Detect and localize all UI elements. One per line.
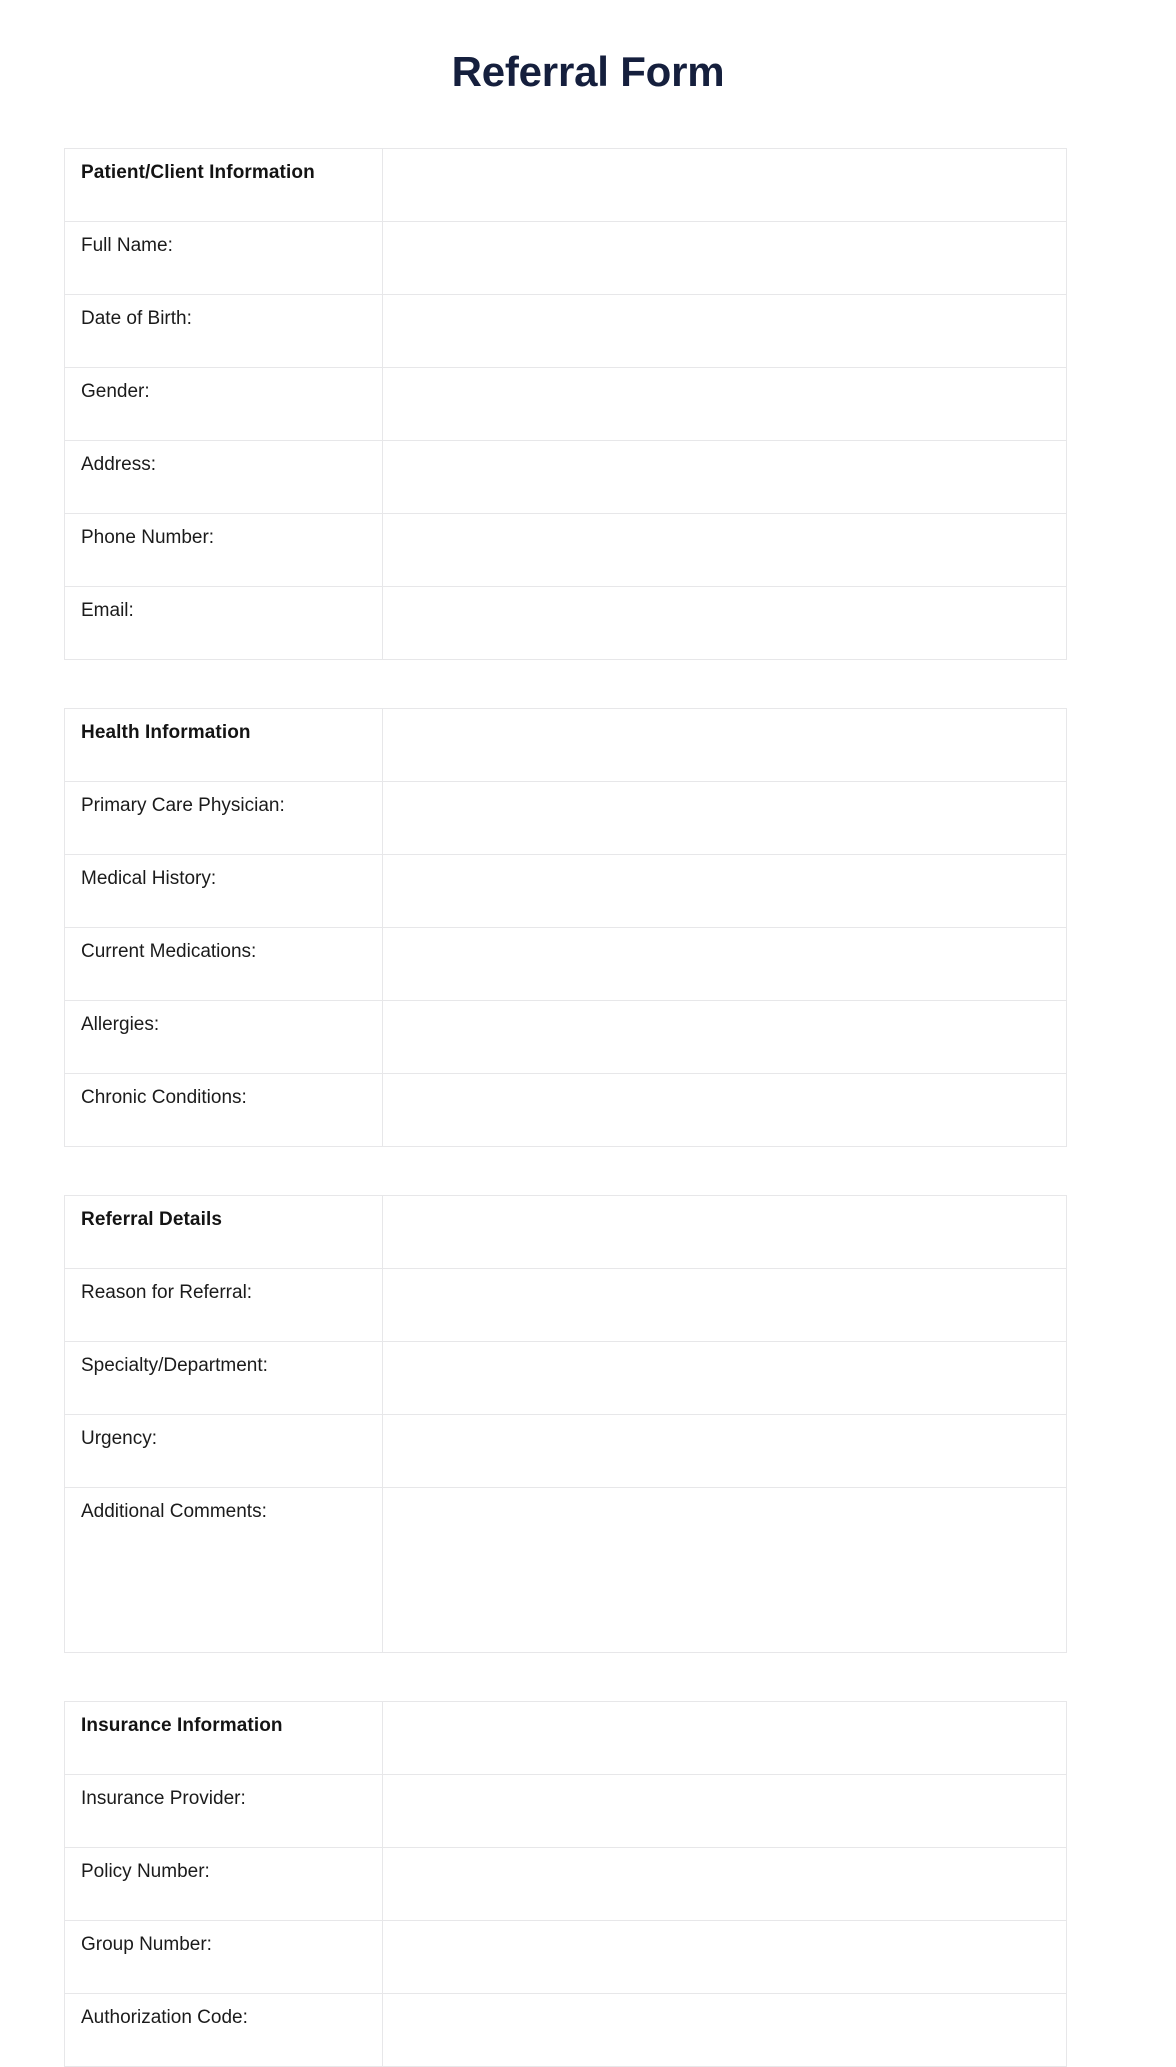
field-label: Full Name: bbox=[65, 222, 383, 295]
section-heading-insurance-information: Insurance Information bbox=[65, 1702, 383, 1775]
field-label: Gender: bbox=[65, 368, 383, 441]
field-input[interactable] bbox=[383, 928, 1067, 1001]
table-row bbox=[65, 1269, 1067, 1342]
field-input[interactable] bbox=[383, 1001, 1067, 1074]
field-label: Specialty/Department: bbox=[65, 1342, 383, 1415]
table-row bbox=[65, 1074, 1067, 1147]
field-input[interactable] bbox=[383, 1415, 1067, 1488]
field-label: Group Number: bbox=[65, 1921, 383, 1994]
section-heading-row bbox=[65, 149, 1067, 222]
field-label: Address: bbox=[65, 441, 383, 514]
section-heading-patient-client-information: Patient/Client Information bbox=[65, 149, 383, 222]
table-row bbox=[65, 1342, 1067, 1415]
section-heading-value-field[interactable] bbox=[383, 1196, 1067, 1269]
section-heading-row bbox=[65, 1702, 1067, 1775]
table-row bbox=[65, 1415, 1067, 1488]
table-row bbox=[65, 368, 1067, 441]
table-row bbox=[65, 928, 1067, 1001]
page-title: Referral Form bbox=[451, 48, 725, 95]
table-row bbox=[65, 1488, 1067, 1653]
field-label: Urgency: bbox=[65, 1415, 383, 1488]
table-row bbox=[65, 587, 1067, 660]
table-row bbox=[65, 295, 1067, 368]
table-row bbox=[65, 1994, 1067, 2067]
field-input[interactable] bbox=[383, 441, 1067, 514]
table-row bbox=[65, 1921, 1067, 1994]
section-heading-value-field[interactable] bbox=[383, 709, 1067, 782]
section-table-patient-client-information bbox=[64, 148, 1067, 660]
field-label: Phone Number: bbox=[65, 514, 383, 587]
field-label: Additional Comments: bbox=[65, 1488, 383, 1653]
table-row bbox=[65, 855, 1067, 928]
section-table-insurance-information bbox=[64, 1701, 1067, 2067]
section-heading-value-field[interactable] bbox=[383, 149, 1067, 222]
field-label: Primary Care Physician: bbox=[65, 782, 383, 855]
field-label: Authorization Code: bbox=[65, 1994, 383, 2067]
field-label: Medical History: bbox=[65, 855, 383, 928]
section-table-referral-details bbox=[64, 1195, 1067, 1653]
field-input[interactable] bbox=[383, 1848, 1067, 1921]
field-input[interactable] bbox=[383, 1775, 1067, 1848]
table-row bbox=[65, 1775, 1067, 1848]
field-label: Current Medications: bbox=[65, 928, 383, 1001]
field-label: Allergies: bbox=[65, 1001, 383, 1074]
table-row bbox=[65, 222, 1067, 295]
field-input[interactable] bbox=[383, 1269, 1067, 1342]
section-heading-health-information: Health Information bbox=[65, 709, 383, 782]
field-input[interactable] bbox=[383, 368, 1067, 441]
field-label: Email: bbox=[65, 587, 383, 660]
field-input[interactable] bbox=[383, 1488, 1067, 1653]
table-row bbox=[65, 782, 1067, 855]
section-table-health-information bbox=[64, 708, 1067, 1147]
field-label: Date of Birth: bbox=[65, 295, 383, 368]
table-row bbox=[65, 1848, 1067, 1921]
field-input[interactable] bbox=[383, 295, 1067, 368]
field-input[interactable] bbox=[383, 1074, 1067, 1147]
table-row bbox=[65, 441, 1067, 514]
field-label: Insurance Provider: bbox=[65, 1775, 383, 1848]
field-input[interactable] bbox=[383, 855, 1067, 928]
form-sections-container bbox=[64, 148, 1112, 2067]
section-heading-row bbox=[65, 1196, 1067, 1269]
field-label: Reason for Referral: bbox=[65, 1269, 383, 1342]
section-heading-row bbox=[65, 709, 1067, 782]
table-row bbox=[65, 1001, 1067, 1074]
field-input[interactable] bbox=[383, 1921, 1067, 1994]
field-input[interactable] bbox=[383, 587, 1067, 660]
field-label: Chronic Conditions: bbox=[65, 1074, 383, 1147]
field-input[interactable] bbox=[383, 782, 1067, 855]
field-input[interactable] bbox=[383, 222, 1067, 295]
section-heading-value-field[interactable] bbox=[383, 1702, 1067, 1775]
table-row bbox=[65, 514, 1067, 587]
section-heading-referral-details: Referral Details bbox=[65, 1196, 383, 1269]
field-input[interactable] bbox=[383, 1342, 1067, 1415]
field-input[interactable] bbox=[383, 1994, 1067, 2067]
field-input[interactable] bbox=[383, 514, 1067, 587]
field-label: Policy Number: bbox=[65, 1848, 383, 1921]
